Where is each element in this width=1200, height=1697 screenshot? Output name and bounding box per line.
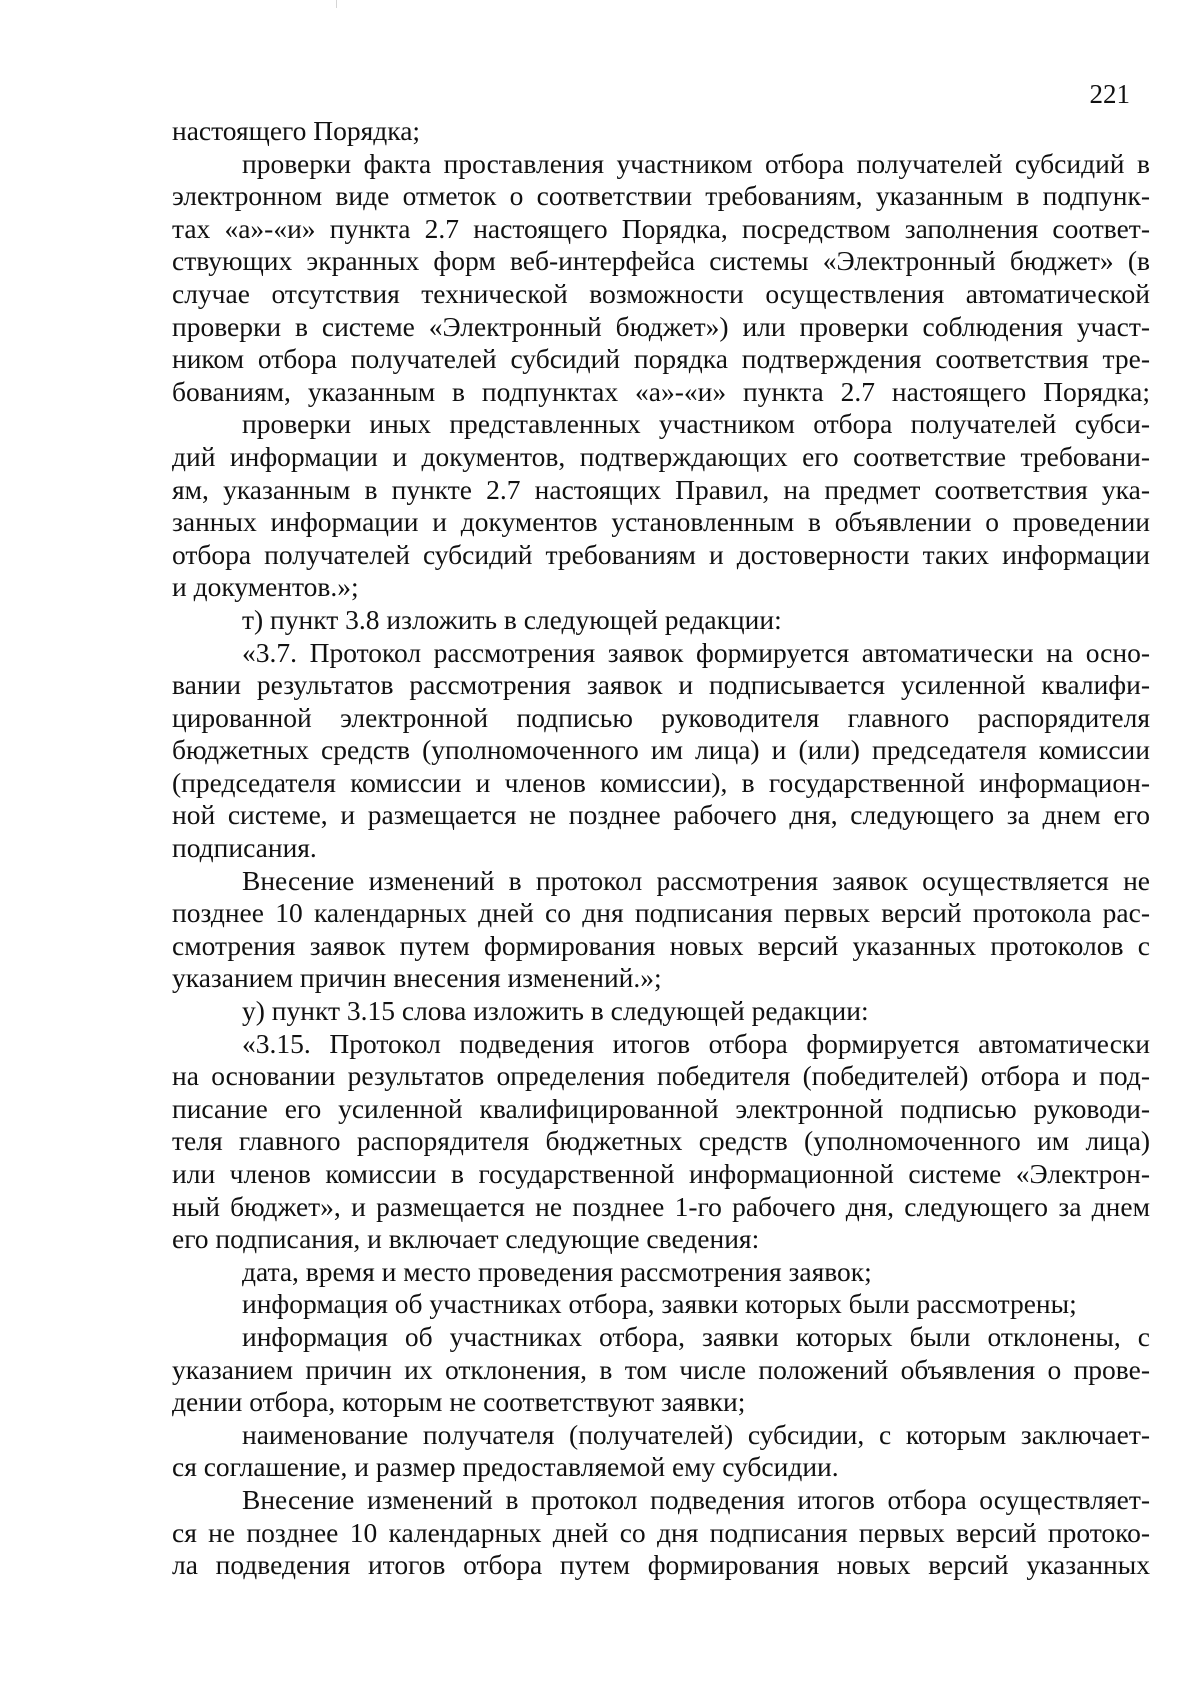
text-line: указанием причин их отклонения, в том числе положений объявления о прове- [172, 1353, 1150, 1385]
text-line: информация об участниках отбора, заявки которых были рассмотрены; [242, 1288, 1077, 1320]
text-line: «3.7. Протокол рассмотрения заявок формируется автоматически на осно- [242, 636, 1150, 668]
text-line: ником отбора получателей субсидий порядка подтверждения соответствия тре- [172, 343, 1150, 375]
text-line: тах «а»-«и» пункта 2.7 настоящего Порядка, посредством заполнения соответ- [172, 212, 1150, 244]
text-line: Внесение изменений в протокол рассмотрения заявок осуществляется не [242, 864, 1150, 896]
text-line: проверки иных представленных участником отбора получателей субси- [242, 408, 1150, 440]
text-line: у) пункт 3.15 слова изложить в следующей редакции: [242, 995, 869, 1027]
text-line: дий информации и документов, подтверждающих его соответствие требовани- [172, 440, 1150, 472]
text-line: вании результатов рассмотрения заявок и подписывается усиленной квалифи- [172, 669, 1150, 701]
text-line: наименование получателя (получателей) субсидии, с которым заключает- [242, 1418, 1150, 1450]
text-line: т) пункт 3.8 изложить в следующей редакции: [242, 603, 782, 635]
text-line: ный бюджет», и размещается не позднее 1-го рабочего дня, следующего за днем [172, 1190, 1150, 1222]
text-line: на основании результатов определения победителя (победителей) отбора и под- [172, 1060, 1150, 1092]
text-line: ся не позднее 10 календарных дней со дня подписания первых версий протоко- [172, 1516, 1150, 1548]
text-line: электронном виде отметок о соответствии требованиям, указанным в подпунк- [172, 180, 1150, 212]
text-line: случае отсутствия технической возможности осуществления автоматической [172, 277, 1150, 309]
text-line: и документов.»; [172, 571, 359, 603]
text-line: его подписания, и включает следующие сведения: [172, 1223, 760, 1255]
text-line: бюджетных средств (уполномоченного им лица) и (или) председателя комиссии [172, 734, 1150, 766]
text-line: настоящего Порядка; [172, 115, 421, 146]
text-line: ствующих экранных форм веб-интерфейса системы «Электронный бюджет» (в [172, 245, 1150, 277]
text-line: проверки в системе «Электронный бюджет») или проверки соблюдения участ- [172, 310, 1150, 342]
scan-mark [336, 0, 337, 8]
text-line: ям, указанным в пункте 2.7 настоящих Правил, на предмет соответствия ука- [172, 473, 1150, 505]
text-line: отбора получателей субсидий требованиям и достоверности таких информации [172, 538, 1150, 570]
text-line: дата, время и место проведения рассмотрения заявок; [242, 1255, 872, 1287]
text-line: цированной электронной подписью руководителя главного распорядителя [172, 701, 1150, 733]
text-line: смотрения заявок путем формирования новых версий указанных протоколов с [172, 929, 1150, 961]
text-line: занных информации и документов установленным в объявлении о проведении [172, 506, 1150, 538]
text-line: указанием причин внесения изменений.»; [172, 962, 662, 994]
text-line: бованиям, указанным в подпунктах «а»-«и» пункта 2.7 настоящего Порядка; [172, 375, 1150, 407]
text-line: «3.15. Протокол подведения итогов отбора формируется автоматически [242, 1027, 1150, 1059]
text-line: Внесение изменений в протокол подведения итогов отбора осуществляет- [242, 1483, 1150, 1515]
text-line: дении отбора, которым не соответствуют заявки; [172, 1386, 746, 1418]
document-body [172, 115, 1150, 1582]
text-line: ной системе, и размещается не позднее рабочего дня, следующего за днем его [172, 799, 1150, 831]
page-number: 221 [1089, 79, 1130, 109]
text-line: подписания. [172, 832, 317, 864]
text-line: или членов комиссии в государственной информационной системе «Электрон- [172, 1158, 1150, 1189]
text-line: писание его усиленной квалифицированной электронной подписью руководи- [172, 1092, 1150, 1124]
text-line: (председателя комиссии и членов комиссии), в государственной информацион- [172, 766, 1150, 798]
text-line: ла подведения итогов отбора путем формирования новых версий указанных [172, 1549, 1150, 1581]
text-line: проверки факта проставления участником отбора получателей субсидий в [242, 147, 1150, 179]
text-line: позднее 10 календарных дней со дня подписания первых версий протокола рас- [172, 897, 1150, 929]
text-line: теля главного распорядителя бюджетных средств (уполномоченного им лица) [172, 1125, 1150, 1157]
text-line: ся соглашение, и размер предоставляемой ему субсидии. [172, 1451, 839, 1483]
text-line: информация об участниках отбора, заявки которых были отклонены, с [242, 1320, 1150, 1352]
